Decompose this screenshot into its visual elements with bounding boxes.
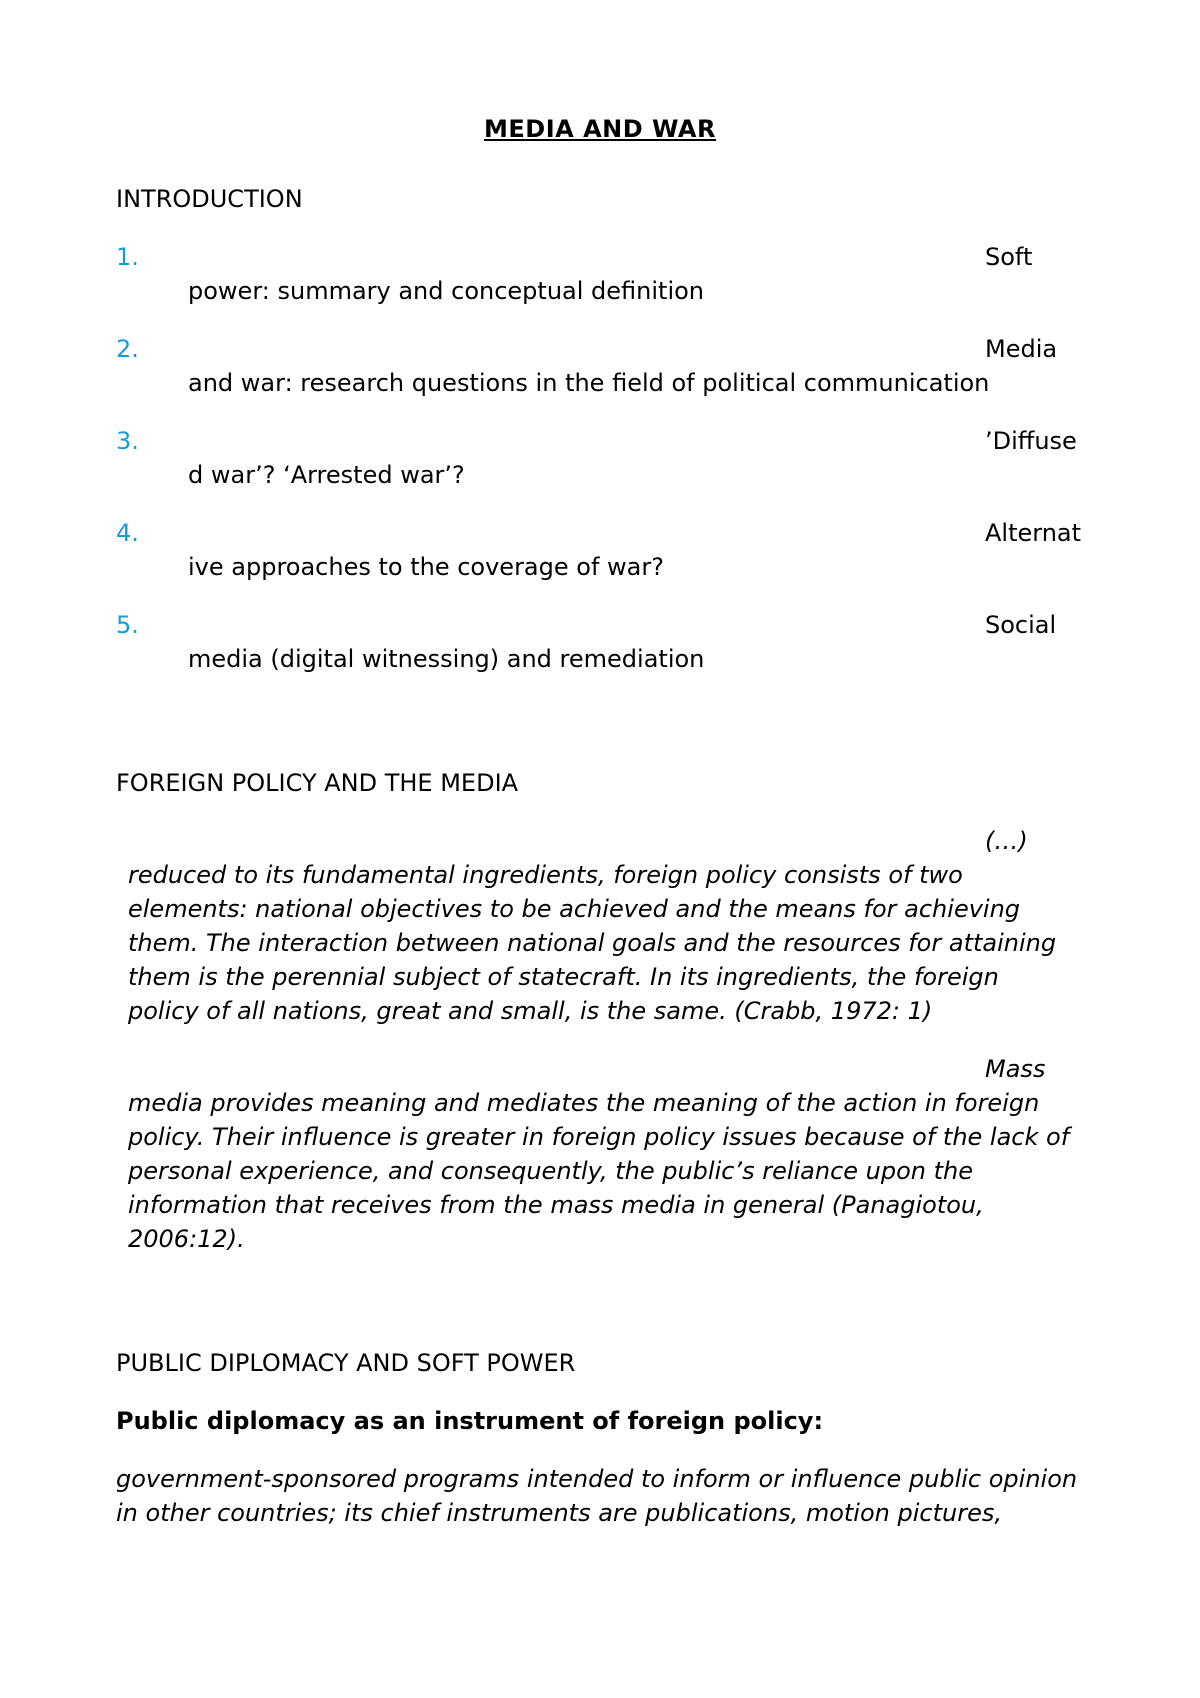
quote-line: policy. Their influence is greater in foreign policy issues because of the lack of xyxy=(128,1123,1070,1151)
list-item-text: ive approaches to the coverage of war? xyxy=(188,553,664,581)
list-item-text: power: summary and conceptual definition xyxy=(188,277,705,305)
list-item-text: media (digital witnessing) and remediation xyxy=(188,645,705,673)
list-item-first-word: Media xyxy=(985,335,1058,363)
public-diplomacy-subheading: Public diplomacy as an instrument of foreign policy: xyxy=(116,1407,824,1435)
quote-line: reduced to its fundamental ingredients, foreign policy consists of two xyxy=(128,861,963,889)
quote-first-word: (…) xyxy=(985,827,1028,855)
quote-line: elements: national objectives to be achieved and the means for achieving xyxy=(128,895,1021,923)
quote-line: 2006:12). xyxy=(128,1225,245,1253)
quote-line: information that receives from the mass media in general (Panagiotou, xyxy=(128,1191,984,1219)
quote-line: policy of all nations, great and small, is the same. (Crabb, 1972: 1) xyxy=(128,997,933,1025)
list-item-text: and war: research questions in the field of political communication xyxy=(188,369,990,397)
definition-line: in other countries; its chief instruments are publications, motion pictures, xyxy=(116,1499,1002,1527)
introduction-heading: INTRODUCTION xyxy=(116,185,303,213)
quote-line: personal experience, and consequently, the public’s reliance upon the xyxy=(128,1157,974,1185)
list-item-first-word: ’Diffuse xyxy=(985,427,1077,455)
document-title: MEDIA AND WAR xyxy=(484,115,716,143)
list-item-text: d war’? ‘Arrested war’? xyxy=(188,461,465,489)
quote-first-word: Mass xyxy=(985,1055,1046,1083)
list-number: 4. xyxy=(116,519,139,547)
quote-line: them is the perennial subject of statecraft. In its ingredients, the foreign xyxy=(128,963,999,991)
list-item-first-word: Soft xyxy=(985,243,1033,271)
list-item-first-word: Alternat xyxy=(985,519,1082,547)
list-number: 5. xyxy=(116,611,139,639)
quote-line: them. The interaction between national goals and the resources for attaining xyxy=(128,929,1057,957)
public-diplomacy-heading: PUBLIC DIPLOMACY AND SOFT POWER xyxy=(116,1349,576,1377)
list-number: 1. xyxy=(116,243,139,271)
list-number: 2. xyxy=(116,335,139,363)
foreign-policy-heading: FOREIGN POLICY AND THE MEDIA xyxy=(116,769,519,797)
list-item-first-word: Social xyxy=(985,611,1057,639)
definition-line: government-sponsored programs intended to inform or influence public opinion xyxy=(116,1465,1078,1493)
list-number: 3. xyxy=(116,427,139,455)
quote-line: media provides meaning and mediates the meaning of the action in foreign xyxy=(128,1089,1040,1117)
